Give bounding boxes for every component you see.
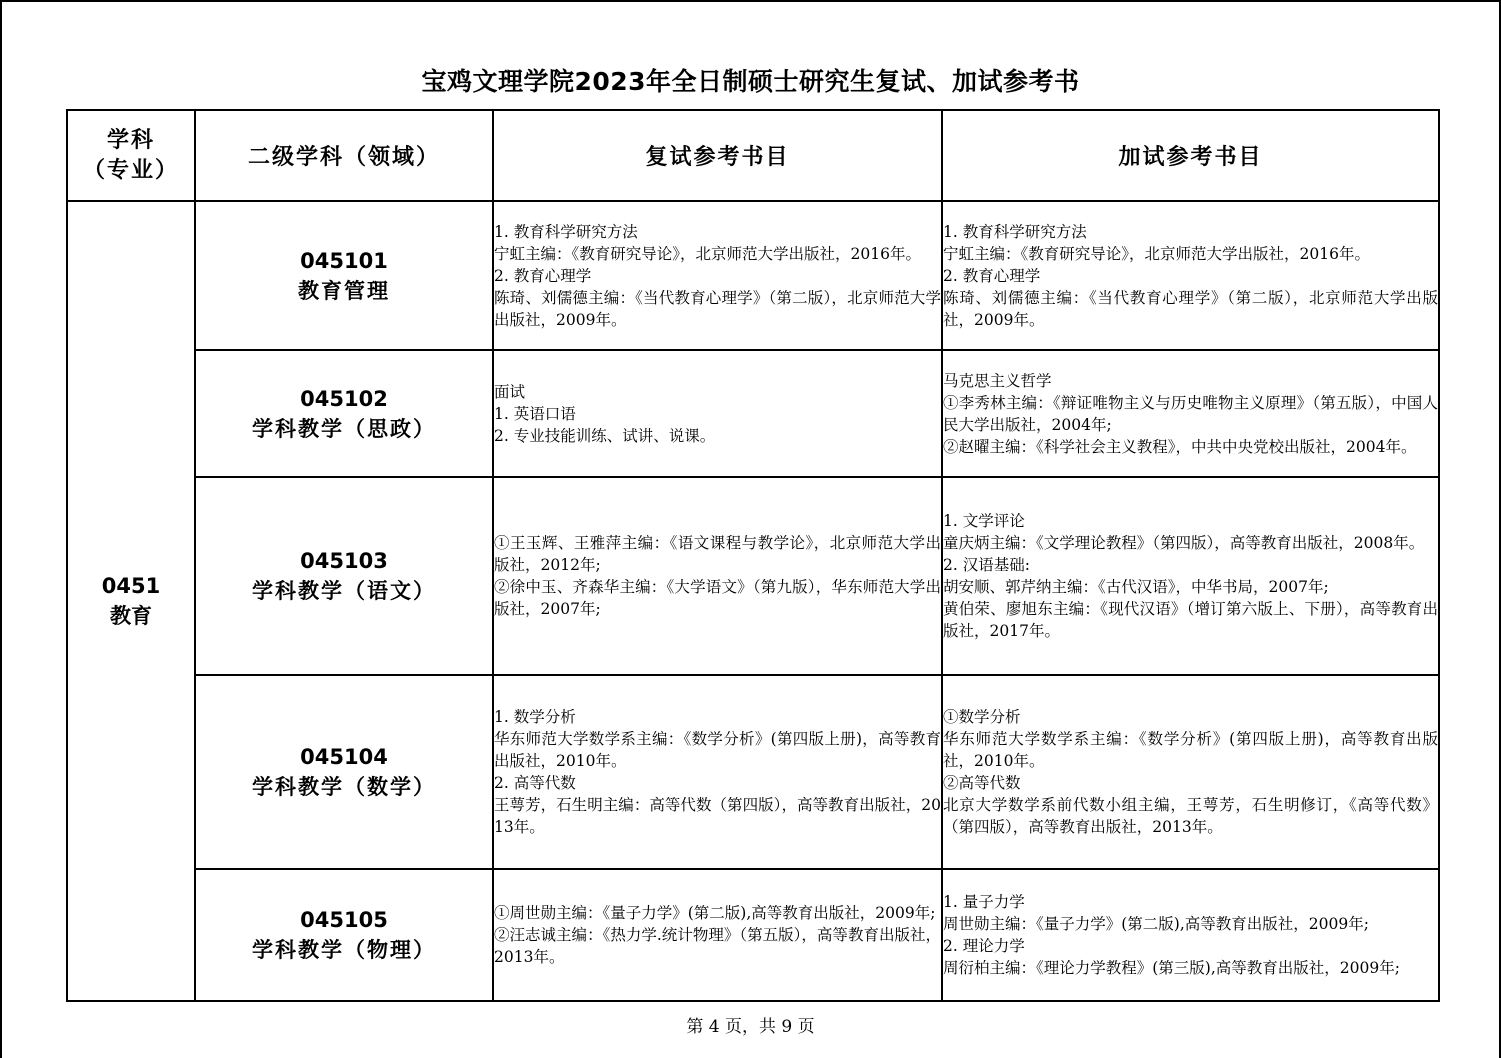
book-line: 北京大学数学系前代数小组主编，王萼芳，石生明修订，《高等代数》（第四版），高等教育出版社，2013年。 <box>943 796 1438 836</box>
extra-books-cell <box>942 201 1439 350</box>
subject-name: 教育 <box>110 604 152 628</box>
field-cell <box>195 675 493 869</box>
book-line: 1. 英语口语 <box>494 404 576 423</box>
book-line: ①数学分析 <box>943 708 1021 726</box>
table-row <box>67 869 1439 1001</box>
field-code: 045103 <box>300 549 388 573</box>
field-name: 学科教学（思政） <box>252 416 436 441</box>
book-line: 2. 教育心理学 <box>494 266 592 285</box>
book-line: 华东师范大学数学系主编：《数学分析》(第四版上册)，高等教育出版社，2010年。 <box>494 730 941 770</box>
retest-books-cell <box>493 675 942 869</box>
field-code: 045105 <box>300 908 388 932</box>
book-line: 2. 汉语基础: <box>943 556 1030 574</box>
reference-book-table <box>66 109 1440 1002</box>
book-line: ①周世勋主编：《量子力学》(第二版),高等教育出版社，2009年; <box>494 904 936 922</box>
retest-books-cell <box>493 869 942 1001</box>
field-cell <box>195 350 493 477</box>
book-line: 宁虹主编：《教育研究导论》，北京师范大学出版社，2016年。 <box>943 244 1370 263</box>
field-name: 教育管理 <box>298 278 390 303</box>
book-line: 陈琦、刘儒德主编：《当代教育心理学》（第二版），北京师范大学出版社，2009年。 <box>943 288 1438 329</box>
header-extra: 加试参考书目 <box>942 110 1439 201</box>
table-row <box>67 350 1439 477</box>
book-line: 2. 专业技能训练、试讲、说课。 <box>494 426 716 445</box>
book-line: 周世勋主编：《量子力学》(第二版),高等教育出版社，2009年; <box>943 915 1369 933</box>
book-line: 2. 高等代数 <box>494 774 576 792</box>
page-left-border <box>0 0 2 1058</box>
book-line: ②赵曜主编：《科学社会主义教程》，中共中央党校出版社，2004年。 <box>943 437 1417 456</box>
extra-books-cell <box>942 350 1439 477</box>
header-subject-line2: （专业） <box>82 157 179 183</box>
book-line: 1. 教育科学研究方法 <box>943 222 1087 241</box>
book-line: 华东师范大学数学系主编：《数学分析》(第四版上册)，高等教育出版社，2010年。 <box>943 730 1438 770</box>
book-line: 1. 教育科学研究方法 <box>494 222 638 241</box>
extra-books-cell <box>942 477 1439 675</box>
book-line: 宁虹主编：《教育研究导论》，北京师范大学出版社，2016年。 <box>494 244 921 263</box>
retest-books-cell <box>493 201 942 350</box>
field-code: 045102 <box>300 386 388 411</box>
book-line: ①李秀林主编：《辩证唯物主义与历史唯物主义原理》（第五版），中国人民大学出版社，2004年; <box>943 393 1438 434</box>
book-line: 黄伯荣、廖旭东主编：《现代汉语》（增订第六版上、下册），高等教育出版社，2017年。 <box>943 600 1438 640</box>
subject-code: 0451 <box>101 574 161 598</box>
page-title: 宝鸡文理学院2023年全日制硕士研究生复试、加试参考书 <box>421 67 1080 96</box>
book-line: 童庆炳主编：《文学理论教程》（第四版），高等教育出版社，2008年。 <box>943 534 1425 552</box>
retest-books-cell <box>493 350 942 477</box>
book-line: 面试 <box>494 382 526 401</box>
book-line: 周衍柏主编：《理论力学教程》(第三版),高等教育出版社，2009年; <box>943 959 1400 977</box>
extra-books-cell <box>942 675 1439 869</box>
book-line: ②高等代数 <box>943 774 1021 792</box>
book-line: 2. 教育心理学 <box>943 266 1041 285</box>
field-name: 学科教学（物理） <box>252 938 436 962</box>
header-field: 二级学科（领域） <box>195 110 493 201</box>
field-cell <box>195 201 493 350</box>
header-subject-line1: 学科 <box>106 127 155 153</box>
header-retest: 复试参考书目 <box>493 110 942 201</box>
book-line: 1. 文学评论 <box>943 512 1025 530</box>
table-row <box>67 675 1439 869</box>
book-line: 1. 量子力学 <box>943 893 1025 911</box>
book-line: 马克思主义哲学 <box>943 371 1052 390</box>
page-number: 第 4 页，共 9 页 <box>686 1017 815 1037</box>
subject-cell <box>67 201 195 1001</box>
page-top-border <box>0 0 1501 2</box>
field-cell <box>195 869 493 1001</box>
extra-books-cell <box>942 869 1439 1001</box>
book-line: ②汪志诚主编：《热力学.统计物理》（第五版），高等教育出版社，2013年。 <box>494 926 941 966</box>
table-header-row <box>67 110 1439 201</box>
table-row <box>67 477 1439 675</box>
field-cell <box>195 477 493 675</box>
book-line: 陈琦、刘儒德主编：《当代教育心理学》（第二版），北京师范大学出版社，2009年。 <box>494 288 941 329</box>
book-line: ②徐中玉、齐森华主编：《大学语文》（第九版），华东师范大学出版社，2007年; <box>494 578 941 618</box>
field-name: 学科教学（语文） <box>252 579 436 603</box>
table-row <box>67 201 1439 350</box>
field-code: 045101 <box>300 248 388 273</box>
book-line: 王萼芳，石生明主编：高等代数（第四版），高等教育出版社，2013年。 <box>494 796 941 836</box>
retest-books-cell <box>493 477 942 675</box>
header-subject <box>67 110 195 201</box>
field-code: 045104 <box>300 745 388 769</box>
book-line: ①王玉辉、王雅萍主编：《语文课程与教学论》，北京师范大学出版社，2012年; <box>494 534 941 574</box>
book-line: 胡安顺、郭芹纳主编：《古代汉语》，中华书局，2007年; <box>943 578 1329 596</box>
field-name: 学科教学（数学） <box>252 775 436 799</box>
book-line: 1. 数学分析 <box>494 708 576 726</box>
book-line: 2. 理论力学 <box>943 937 1025 955</box>
